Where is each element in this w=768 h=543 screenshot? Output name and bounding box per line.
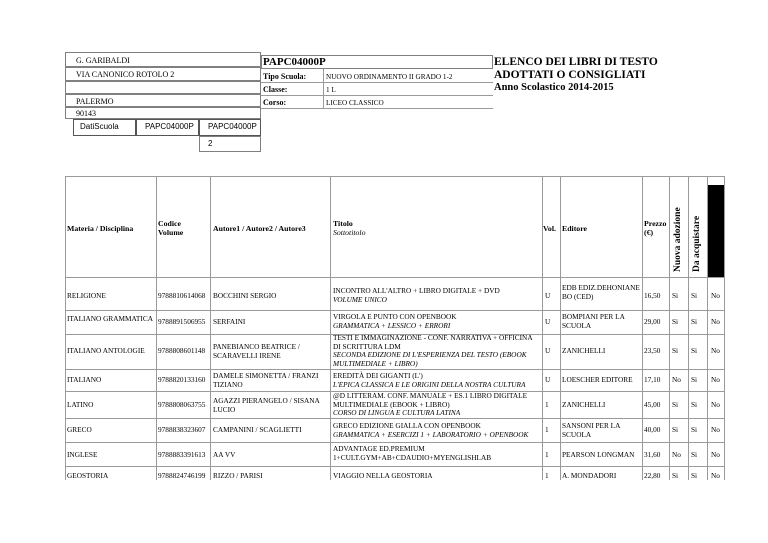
row8-nuova: Si	[672, 471, 679, 480]
row1-codice: 9788810614068	[158, 291, 206, 300]
row3-codice: 9788808601148	[158, 346, 206, 355]
row-line	[65, 466, 725, 467]
school-cap: 90143	[76, 109, 96, 118]
header-prezzo-2: (€)	[644, 228, 654, 237]
row2-acquistare: Si	[691, 317, 698, 326]
tipo-scuola-label: Tipo Scuola:	[263, 72, 307, 81]
header-autori: Autore1 / Autore2 / Autore3	[213, 224, 306, 233]
row4-materia: ITALIANO	[67, 375, 102, 384]
row2-codice: 9788891506955	[158, 317, 206, 326]
row3-materia: ITALIANO ANTOLOGIE	[67, 346, 145, 355]
row8-extra: No	[711, 471, 720, 480]
row7-nuova: No	[672, 450, 681, 459]
col-line	[542, 176, 543, 486]
row1-nuova: Si	[672, 291, 679, 300]
row4-autori: DAMELE SIMONETTA / FRANZI TIZIANO	[213, 371, 319, 389]
school-name: G. GARIBALDI	[76, 56, 130, 65]
row-line	[65, 310, 725, 311]
row2-sottotitolo: GRAMMATICA + LESSICO + ERRORI	[333, 321, 451, 330]
row2-vol: U	[545, 317, 551, 326]
row6-autori: CAMPANINI / SCAGLIETTI	[213, 425, 302, 434]
header-editore: Editore	[562, 224, 587, 233]
row3-titolo: TESTI E IMMAGINAZIONE - CONF. NARRATIVA + OFFICINA DI SCRITTURA LDM	[333, 333, 533, 351]
row1-autori: BOCCHINI SERGIO	[213, 291, 277, 300]
header-materia: Materia / Disciplina	[67, 224, 134, 233]
col-line	[156, 176, 157, 486]
row5-titolo: @D LITTERAM. CONF. MANUALE + ES.1 LIBRO DIGITALE MULTIMEDIALE (EBOOK + LIBRO)	[333, 391, 528, 409]
row3-prezzo: 23,50	[644, 346, 661, 355]
row4-vol: U	[545, 375, 551, 384]
row5-prezzo: 45,00	[644, 400, 661, 409]
row3-extra: No	[711, 346, 720, 355]
row7-vol: 1	[545, 450, 549, 459]
header-codice-1: Codice	[158, 219, 181, 228]
school-city: PALERMO	[76, 97, 114, 106]
row8-prezzo: 22,80	[644, 471, 661, 480]
row1-editore: EDB EDIZ.DEHONIANE BO (CED)	[562, 283, 640, 301]
row2-materia: ITALIANO GRAMMATICA	[67, 314, 153, 323]
page-number: 2	[208, 139, 213, 148]
col-line	[210, 176, 211, 486]
row4-editore: LOESCHER EDITORE	[562, 375, 633, 384]
header-da-acquistare: Da acquistare	[692, 215, 702, 272]
row8-autori: RIZZO / PARISI	[213, 471, 263, 480]
corso-value: LICEO CLASSICO	[326, 99, 384, 107]
row5-sottotitolo: CORSO DI LINGUA E CULTURA LATINA	[333, 408, 461, 417]
row1-sottotitolo: VOLUME UNICO	[333, 295, 387, 304]
row7-prezzo: 31,60	[644, 450, 661, 459]
row7-titolo: ADVANTAGE ED.PREMIUM 1+CULT.GYM+AB+CDAUDIO+MYENGLISHLAB	[333, 444, 492, 462]
header-black-cell	[708, 185, 724, 277]
row-line	[65, 442, 725, 443]
row6-titolo: GRECO EDIZIONE GIALLA CON OPENBOOK	[333, 421, 481, 430]
row3-sottotitolo: SECONDA EDIZIONE DI L'ESPERIENZA DEL TESTO (EBOOK MULTIMEDIALE + LIBRO)	[333, 350, 527, 368]
header-sottotitolo: Sottotitolo	[333, 228, 366, 237]
info-col-divider	[323, 69, 324, 108]
row4-extra: No	[711, 375, 720, 384]
row-line	[65, 369, 725, 370]
row7-materia: INGLESE	[67, 450, 98, 459]
school-blank-box	[65, 81, 261, 94]
classe-value: 1 L	[326, 86, 336, 94]
row4-prezzo: 17,10	[644, 375, 661, 384]
row5-vol: 1	[545, 400, 549, 409]
row6-sottotitolo: GRAMMATICA + ESERCIZI 1 + LABORATORIO + OPENBOOK	[333, 430, 529, 439]
row2-titolo: VIRGOLA E PUNTO CON OPENBOOK	[333, 312, 457, 321]
row8-editore: A. MONDADORI	[562, 471, 617, 480]
header-prezzo-1: Prezzo	[644, 219, 667, 228]
info-divider-1	[261, 82, 493, 83]
row2-nuova: Si	[672, 317, 679, 326]
row6-nuova: Si	[672, 425, 679, 434]
row7-codice: 9788883391613	[158, 450, 206, 459]
info-divider-2	[261, 95, 493, 96]
school-address: VIA CANONICO ROTOLO 2	[76, 70, 175, 79]
row6-materia: GRECO	[67, 425, 92, 434]
col-line	[688, 176, 689, 486]
row3-autori: PANEBIANCO BEATRICE / SCARAVELLI IRENE	[213, 342, 300, 360]
row5-codice: 9788808063755	[158, 400, 206, 409]
row4-nuova: No	[672, 375, 681, 384]
row1-materia: RELIGIONE	[67, 291, 106, 300]
corso-label: Corso:	[263, 98, 287, 107]
col-line	[330, 176, 331, 486]
header-vol: Vol.	[543, 224, 556, 233]
header-row-line	[65, 277, 725, 278]
row5-acquistare: Si	[691, 400, 698, 409]
document-title-line1: ELENCO DEI LIBRI DI TESTO	[494, 56, 658, 68]
row6-acquistare: Si	[691, 425, 698, 434]
row3-nuova: Si	[672, 346, 679, 355]
row6-vol: 1	[545, 425, 549, 434]
row1-prezzo: 16,50	[644, 291, 661, 300]
row5-extra: No	[711, 400, 720, 409]
row8-vol: 1	[545, 471, 549, 480]
row3-editore: ZANICHELLI	[562, 346, 606, 355]
col-line	[669, 176, 670, 486]
row1-acquistare: Si	[691, 291, 698, 300]
row2-extra: No	[711, 317, 720, 326]
row2-autori: SERFAINI	[213, 317, 246, 326]
row3-acquistare: Si	[691, 346, 698, 355]
col-line	[642, 176, 643, 486]
row7-editore: PEARSON LONGMAN	[562, 450, 635, 459]
classe-label: Classe:	[263, 85, 288, 94]
row8-titolo: VIAGGIO NELLA GEOSTORIA	[333, 471, 433, 480]
row1-titolo: INCONTRO ALL'ALTRO + LIBRO DIGITALE + DVD	[333, 286, 500, 295]
row6-editore: SANSONI PER LA SCUOLA	[562, 421, 620, 439]
row6-extra: No	[711, 425, 720, 434]
row5-materia: LATINO	[67, 400, 94, 409]
row1-extra: No	[711, 291, 720, 300]
row6-codice: 9788838323607	[158, 425, 206, 434]
info-divider-3	[261, 108, 493, 109]
header-codice-2: Volume	[158, 228, 184, 237]
row2-prezzo: 29,00	[644, 317, 661, 326]
school-code-1: PAPC04000P	[145, 122, 194, 131]
header-titolo: Titolo	[333, 219, 353, 228]
row8-acquistare: Si	[691, 471, 698, 480]
row7-extra: No	[711, 450, 720, 459]
row6-prezzo: 40,00	[644, 425, 661, 434]
school-year: Anno Scolastico 2014-2015	[494, 82, 614, 93]
row5-editore: ZANICHELLI	[562, 400, 606, 409]
school-code-header: PAPC04000P	[263, 56, 326, 68]
row8-codice: 9788824746199	[158, 471, 206, 480]
row-line	[65, 418, 725, 419]
row4-codice: 9788820133160	[158, 375, 206, 384]
school-code-2: PAPC04000P	[208, 122, 257, 131]
page-bottom-crop	[0, 480, 768, 543]
col-line	[560, 176, 561, 486]
row5-nuova: Si	[672, 400, 679, 409]
row7-autori: AA VV	[213, 450, 236, 459]
document-title-line2: ADOTTATI O CONSIGLIATI	[494, 69, 646, 81]
row5-autori: AGAZZI PIERANGELO / SISANA LUCIO	[213, 396, 320, 414]
row4-sottotitolo: L'EPICA CLASSICA E LE ORIGINI DELLA NOSTRA CULTURA	[333, 380, 526, 389]
row3-vol: U	[545, 346, 551, 355]
datiscuola-tab-label: DatiScuola	[80, 122, 119, 131]
row7-acquistare: Si	[691, 450, 698, 459]
row4-acquistare: Si	[691, 375, 698, 384]
row4-titolo: EREDITÀ DEI GIGANTI (L')	[333, 371, 423, 380]
row1-vol: U	[545, 291, 551, 300]
row2-editore: BOMPIANI PER LA SCUOLA	[562, 312, 625, 330]
row8-materia: GEOSTORIA	[67, 471, 109, 480]
tipo-scuola-value: NUOVO ORDINAMENTO II GRADO 1-2	[326, 73, 453, 81]
header-nuova-adozione: Nuova adozione	[673, 207, 683, 272]
